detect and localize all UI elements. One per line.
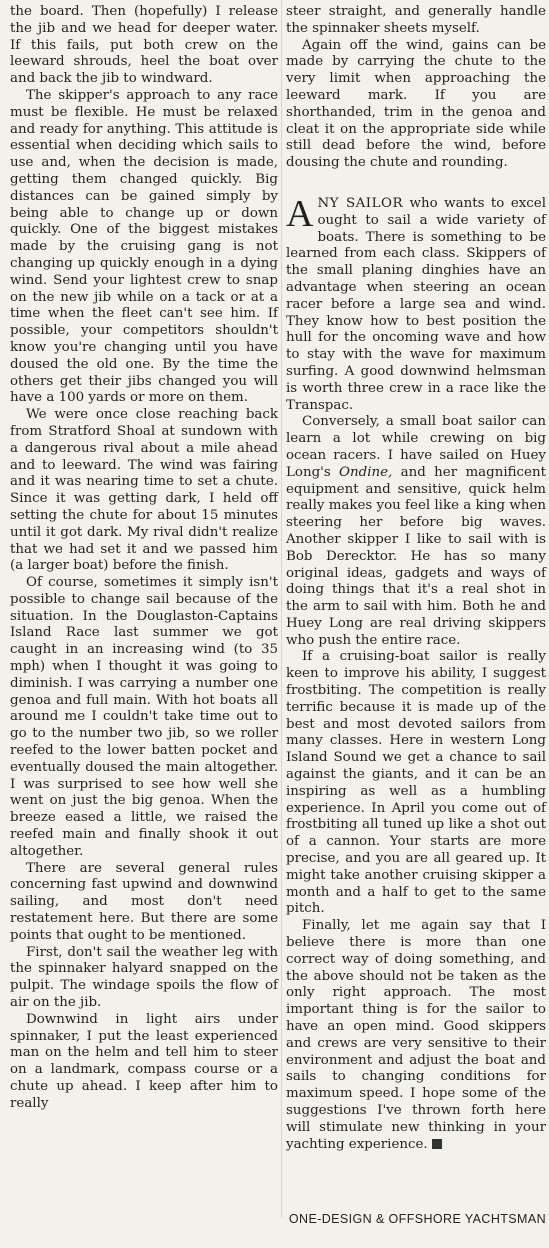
paragraph: Of course, sometimes it simply isn't possible to change sail because of the situation. In the Douglaston-Captains Island Race last summer we got caught in an increasing wind (to 35 mph) when I thought it was going to diminish. I was carrying a number one genoa and full main. With hot boats all around me I couldn't take time out to go to the number two jib, so we roller reefed to the lower batten pocket and eventually doused the main altogether. I was surprised to see how well she went on just the big genoa. When the breeze eased a little, we raised the reefed main and finally shook it out altogether. — [10, 575, 278, 859]
boat-name: Ondine, — [339, 464, 393, 480]
right-column — [286, 4, 546, 1153]
end-of-article-icon — [432, 1139, 442, 1149]
paragraph-text: Conversely, a small boat sailor can learn a lot while crewing on big ocean racers. I have sailed on Huey Long's — [286, 414, 546, 480]
left-column — [10, 4, 278, 1113]
paragraph: Again off the wind, gains can be made by carrying the chute to the very limit when approaching the leeward mark. If you are shorthanded, trim in the genoa and cleat it on the appropriate side while still dead before the wind, before dousing the chute and rounding. — [286, 37, 546, 171]
paragraph-text: and her magnificent equipment and sensitive, quick helm really makes you feel like a king when steering her before big waves. Another skipper I like to sail with is Bob Derecktor. He has so many original ideas, gadgets and ways of doing things that it's a real shot in the arm to sail with him. Both he and Huey Long are real driving skippers who push the entire race. — [286, 464, 546, 648]
section-break — [286, 172, 546, 196]
paragraph: the board. Then (hopefully) I release the jib and we head for deeper water. If this fails, put both crew on the leeward shrouds, heel the boat over and back the jib to windward. — [10, 4, 278, 87]
section-opening-paragraph — [286, 192, 546, 414]
paragraph: First, don't sail the weather leg with the spinnaker halyard snapped on the pulpit. The windage spoils the flow of air on the jib. — [10, 944, 278, 1011]
paragraph — [286, 918, 546, 1153]
page-footer: ONE-DESIGN & OFFSHORE YACHTSMAN — [288, 1212, 546, 1226]
paragraph-text: who wants to excel ought to sail a wide variety of boats. There is something to be learned from each class. Skippers of the small planing dinghies have an advantage when steering an ocean racer before a large sea and wind. They know how to best position the hull for the oncoming wave and how to stay with the wave for maximum surfing. A good downwind helmsman is worth three crew in a race like the Transpac. — [286, 195, 546, 413]
paragraph: steer straight, and generally handle the spinnaker sheets myself. — [286, 4, 546, 36]
drop-cap: A — [286, 192, 314, 235]
lead-in: NY SAILOR — [317, 195, 404, 211]
paragraph — [286, 414, 546, 649]
column-divider — [281, 0, 282, 1218]
paragraph: The skipper's approach to any race must be flexible. He must be relaxed and ready for anything. This attitude is essential when deciding which sails to use and, when the decision is made, getting them changed quickly. Big distances can be gained simply by being able to change up or down quickly. One of the biggest mistakes made by the cruising gang is not changing up quickly enough in a dying wind. Send your lightest crew to snap on the new jib while on a tack or at a time when the fleet can't see him. If possible, your competitors shouldn't know you're changing until you have doused the old one. By the time the others get their jibs changed you will have a 100 yards or more on them. — [10, 87, 278, 406]
paragraph: There are several general rules concerning fast upwind and downwind sailing, and most don't need restatement here. But there are some points that ought to be mentioned. — [10, 860, 278, 943]
paragraph: Downwind in light airs under spinnaker, I put the least experienced man on the helm and tell him to steer on a landmark, compass course or a chute up ahead. I keep after him to really — [10, 1011, 278, 1111]
paragraph: If a cruising-boat sailor is really keen to improve his ability, I suggest frostbiting. The competition is really terrific because it is made up of the best and most devoted sailors from many classes. Here in western Long Island Sound we get a chance to sail against the giants, and it can be an inspiring as well as a humbling experience. In April you come out of frostbiting all tuned up like a shot out of a cannon. Your starts are more precise, and you are all geared up. It might take another cruising skipper a month and a half to get to the same pitch. — [286, 649, 546, 917]
paragraph: We were once close reaching back from Stratford Shoal at sundown with a dangerous rival about a mile ahead and to leeward. The wind was fairing and it was nearing time to set a chute. Since it was getting dark, I held off setting the chute for about 15 minutes until it got dark. My rival didn't realize that we had set it and we passed him (a larger boat) before the finish. — [10, 407, 278, 574]
paragraph-text: Finally, let me again say that I believe there is more than one correct way of doing something, and the above should not be taken as the only right approach. The most important thing is for the sailor to have an open mind. Good skippers and crews are very sensitive to their environment and adjust the boat and sails to changing conditions for maximum speed. I hope some of the suggestions I've thrown forth here will stimulate new thinking in your yachting experience. — [286, 918, 546, 1152]
